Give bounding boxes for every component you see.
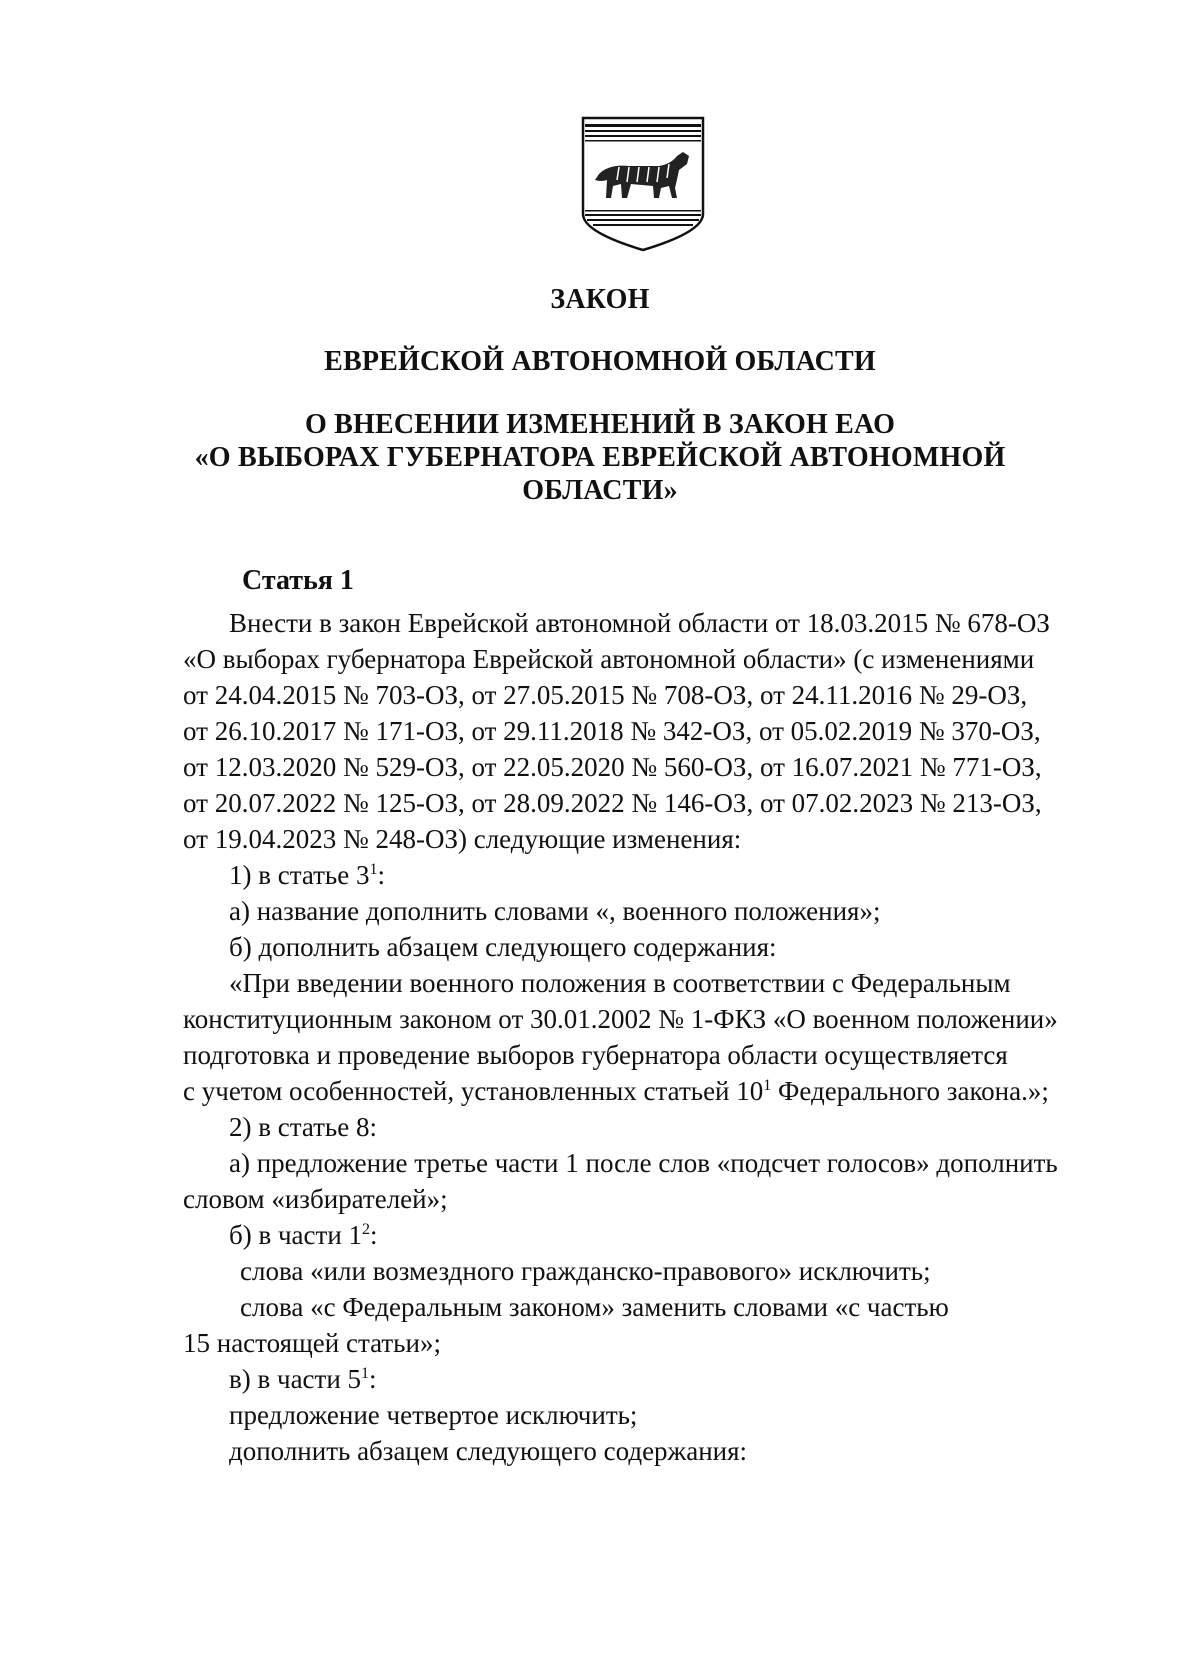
body-line-4: от 26.10.2017 № 171-ОЗ, от 29.11.2018 № 342-ОЗ, от 05.02.2019 № 370-ОЗ, [183,716,1041,746]
law-heading: ЗАКОН [550,284,650,315]
quote-line-4: с учетом особенностей, установленных статьей $10^1$ Федерального закона.»; [183,1076,1049,1106]
law-title-line-2: «О ВЫБОРАХ ГУБЕРНАТОРА ЕВРЕЙСКОЙ АВТОНОМНОЙ [194,442,1006,473]
quote-line-2: конституционным законом от 30.01.2002 № 1-ФКЗ «О военном положении» [183,1004,1058,1034]
item-1a: а) название дополнить словами «, военного положения»; [229,896,881,926]
law-title-line-3: ОБЛАСТИ» [522,475,678,506]
body-line-3: от 24.04.2015 № 703-ОЗ, от 27.05.2015 № 708-ОЗ, от 24.11.2016 № 29-ОЗ, [183,680,1028,710]
item-2b-2-line-1: слова «с Федеральным законом» заменить словами «с частью [240,1292,949,1322]
item-2v-2: дополнить абзацем следующего содержания: [229,1436,748,1466]
item-2b-1: слова «или возмездного гражданско-правового» исключить; [240,1256,931,1286]
quote-line-3: подготовка и проведение выборов губернатора области осуществляется [183,1040,1008,1070]
item-1: 1) в статье $3^1$: [229,860,385,890]
item-2v-1: предложение четвертое исключить; [229,1400,638,1430]
item-2: 2) в статье 8: [229,1112,377,1142]
item-2a-line-1: а) предложение третье части 1 после слов «подсчет голосов» дополнить [229,1148,1058,1178]
body-line-2: «О выборах губернатора Еврейской автономной области» (с изменениями [183,644,1035,674]
body-line-7: от 19.04.2023 № 248-ОЗ) следующие изменения: [183,824,742,854]
item-2v: в) в части $5^1$: [229,1364,377,1394]
coat-of-arms-emblem [579,114,707,254]
law-title-line-1: О ВНЕСЕНИИ ИЗМЕНЕНИЙ В ЗАКОН ЕАО [304,409,896,440]
item-2a-line-2: словом «избирателей»; [183,1184,448,1214]
quote-line-1: «При введении военного положения в соответствии с Федеральным [229,968,1011,998]
body-line-1: Внести в закон Еврейской автономной области от 18.03.2015 № 678-ОЗ [229,608,1050,638]
item-1b: б) дополнить абзацем следующего содержания: [229,932,777,962]
item-2b: б) в части $1^2$: [229,1220,378,1250]
region-heading: ЕВРЕЙСКОЙ АВТОНОМНОЙ ОБЛАСТИ [324,346,876,377]
law-title [0,408,1200,507]
item-2b-2-line-2: 15 настоящей статьи»; [183,1328,441,1358]
body-line-6: от 20.07.2022 № 125-ОЗ, от 28.09.2022 № 146-ОЗ, от 07.02.2023 № 213-ОЗ, [183,788,1042,818]
body-line-5: от 12.03.2020 № 529-ОЗ, от 22.05.2020 № 560-ОЗ, от 16.07.2021 № 771-ОЗ, [183,752,1042,782]
article-heading: Статья 1 [242,565,354,596]
